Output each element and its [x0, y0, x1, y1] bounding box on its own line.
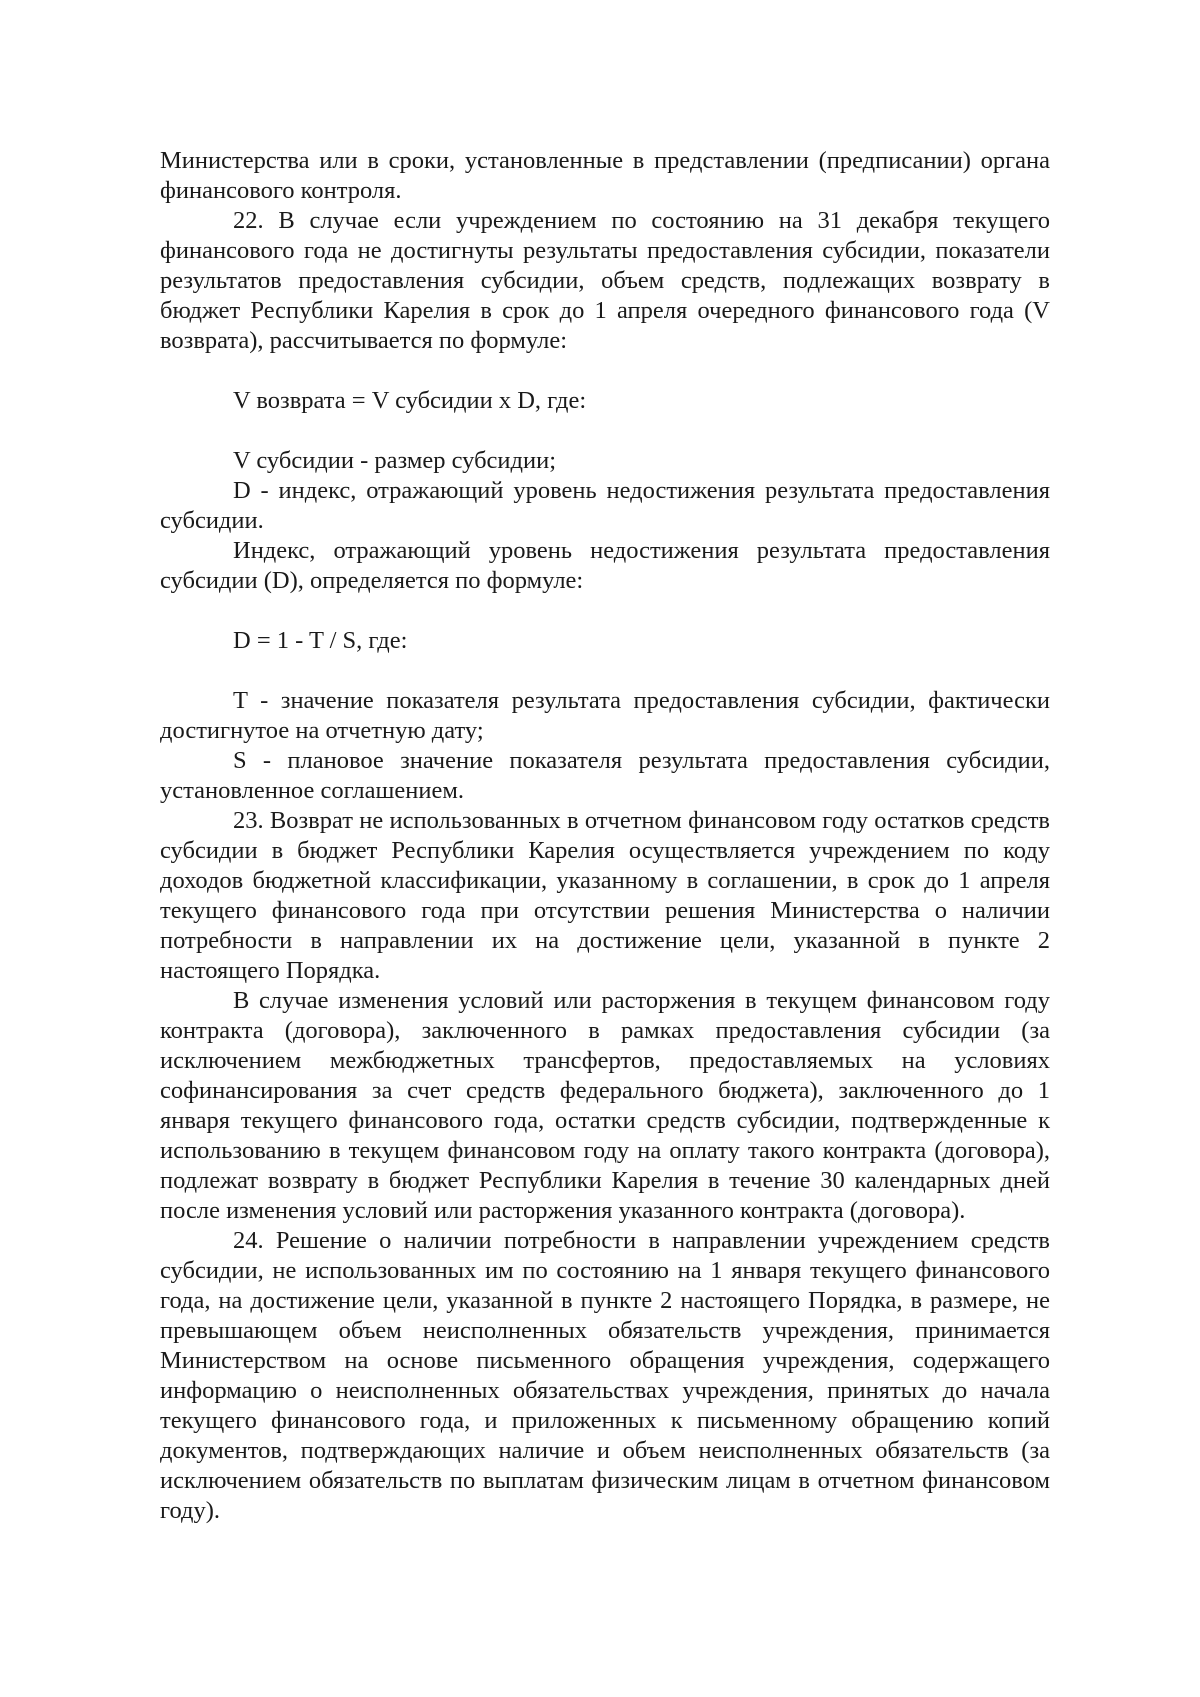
definition-s-value: S - плановое значение показателя результата предоставления субсидии, установленное соглашением.: [160, 747, 1050, 804]
paragraph-index-definition: Индекс, отражающий уровень недостижения результата предоставления субсидии (D), определяется по формуле:: [160, 537, 1050, 594]
paragraph-24: 24. Решение о наличии потребности в направлении учреждением средств субсидии, не использованных им по состоянию на 1 января текущего финансового года, на достижение цели, указанной в пункте 2 настоящего Порядка, в размере, не превышающем объем неисполненных обязательств учреждения, принимается Министерством на основе письменного обращения учреждения, содержащего информацию о неисполненных обязательствах учреждения, принятых до начала текущего финансового года, и приложенных к письменному обращению копий документов, подтверждающих наличие и объем неисполненных обязательств (за исключением обязательств по выплатам физическим лицам в отчетном финансовом году).: [160, 1227, 1050, 1524]
definition-v-subsidy: V субсидии - размер субсидии;: [233, 447, 557, 474]
definition-d-index: D - индекс, отражающий уровень недостижения результата предоставления субсидии.: [160, 477, 1050, 534]
paragraph-22: 22. В случае если учреждением по состоянию на 31 декабря текущего финансового года не достигнуты результаты предоставления субсидии, показатели результатов предоставления субсидии, объем средств, подлежащих возврату в бюджет Республики Карелия в срок до 1 апреля очередного финансового года (V возврата), рассчитывается по формуле:: [160, 207, 1050, 354]
document-page: [160, 146, 1050, 1526]
paragraph-continuation: Министерства или в сроки, установленные в представлении (предписании) органа финансового контроля.: [160, 147, 1050, 204]
formula-d-index: D = 1 - T / S, где:: [233, 627, 408, 654]
definition-t-value: T - значение показателя результата предоставления субсидии, фактически достигнутое на отчетную дату;: [160, 687, 1050, 744]
paragraph-23-contract: В случае изменения условий или расторжения в текущем финансовом году контракта (договора), заключенного в рамках предоставления субсидии (за исключением межбюджетных трансфертов, предоставляемых на условиях софинансирования за счет средств федерального бюджета), заключенного до 1 января текущего финансового года, остатки средств субсидии, подтвержденные к использованию в текущем финансовом году на оплату такого контракта (договора), подлежат возврату в бюджет Республики Карелия в течение 30 календарных дней после изменения условий или расторжения указанного контракта (договора).: [160, 987, 1050, 1224]
paragraph-23: 23. Возврат не использованных в отчетном финансовом году остатков средств субсидии в бюджет Республики Карелия осуществляется учреждением по коду доходов бюджетной классификации, указанному в соглашении, в срок до 1 апреля текущего финансового года при отсутствии решения Министерства о наличии потребности в направлении их на достижение цели, указанной в пункте 2 настоящего Порядка.: [160, 807, 1050, 984]
formula-v-return: V возврата = V субсидии x D, где:: [233, 387, 587, 414]
